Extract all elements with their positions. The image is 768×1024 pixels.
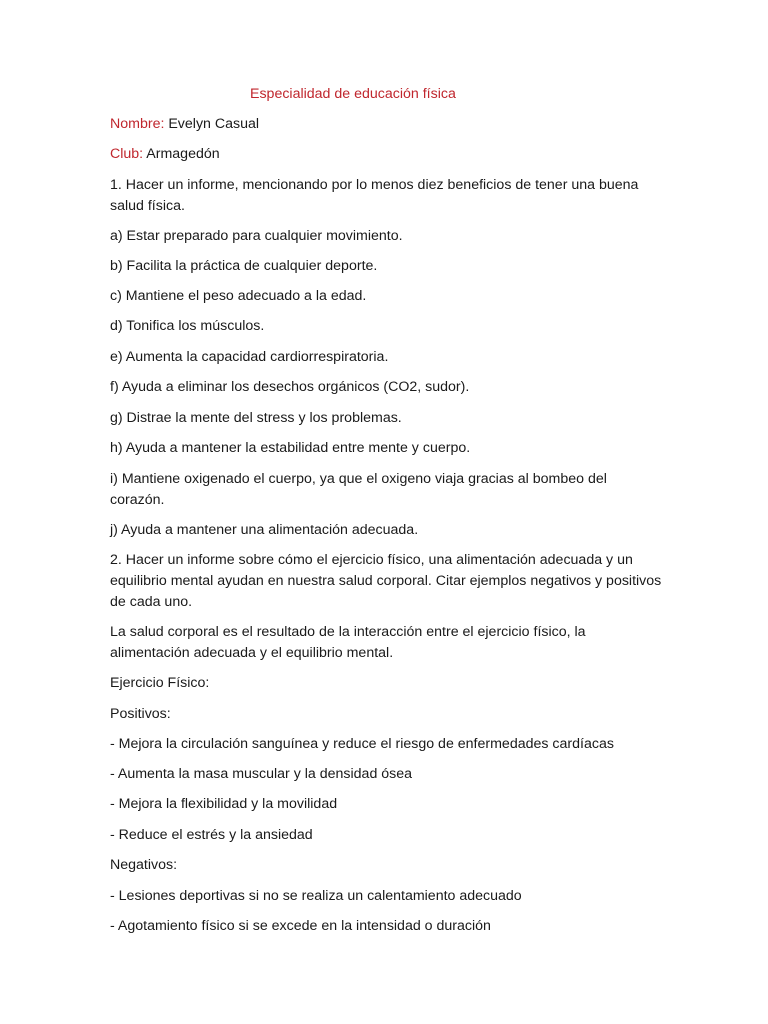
list-item: - Mejora la flexibilidad y la movilidad	[110, 796, 338, 812]
name-value: Evelyn Casual	[164, 116, 260, 132]
list-item: j) Ayuda a mantener una alimentación adecuada.	[110, 522, 419, 538]
club-value: Armagedón	[143, 146, 220, 162]
list-item: d) Tonifica los músculos.	[110, 318, 265, 334]
question-1: 1. Hacer un informe, mencionando por lo menos diez beneficios de tener una buena salud física.	[110, 177, 639, 214]
club-row	[110, 144, 665, 165]
question-2-intro: La salud corporal es el resultado de la interacción entre el ejercicio físico, la alimentación adecuada y el equilibrio mental.	[110, 624, 586, 661]
list-item: i) Mantiene oxigenado el cuerpo, ya que el oxigeno viaja gracias al bombeo del corazón.	[110, 471, 607, 508]
section-heading: Ejercicio Físico:	[110, 675, 210, 691]
list-item: c) Mantiene el peso adecuado a la edad.	[110, 288, 367, 304]
list-item: - Agotamiento físico si se excede en la intensidad o duración	[110, 918, 491, 934]
list-item: - Reduce el estrés y la ansiedad	[110, 827, 313, 843]
name-row	[110, 114, 665, 135]
list-item: - Mejora la circulación sanguínea y reduce el riesgo de enfermedades cardíacas	[110, 736, 614, 752]
list-item: b) Facilita la práctica de cualquier deporte.	[110, 258, 378, 274]
club-label: Club:	[110, 146, 144, 162]
list-item: e) Aumenta la capacidad cardiorrespiratoria.	[110, 349, 389, 365]
list-item: g) Distrae la mente del stress y los problemas.	[110, 410, 402, 426]
list-item: a) Estar preparado para cualquier movimiento.	[110, 228, 403, 244]
name-label: Nombre:	[110, 116, 165, 132]
list-item: - Lesiones deportivas si no se realiza un calentamiento adecuado	[110, 888, 522, 904]
list-item: h) Ayuda a mantener la estabilidad entre mente y cuerpo.	[110, 440, 471, 456]
document-title: Especialidad de educación física	[250, 86, 456, 102]
list-item: f) Ayuda a eliminar los desechos orgánicos (CO2, sudor).	[110, 379, 470, 395]
list-item: - Aumenta la masa muscular y la densidad ósea	[110, 766, 413, 782]
negatives-heading: Negativos:	[110, 857, 178, 873]
question-2: 2. Hacer un informe sobre cómo el ejercicio físico, una alimentación adecuada y un equilibrio mental ayudan en nuestra salud corporal. Citar ejemplos negativos y positivos de cada uno.	[110, 552, 662, 610]
positives-heading: Positivos:	[110, 706, 171, 722]
